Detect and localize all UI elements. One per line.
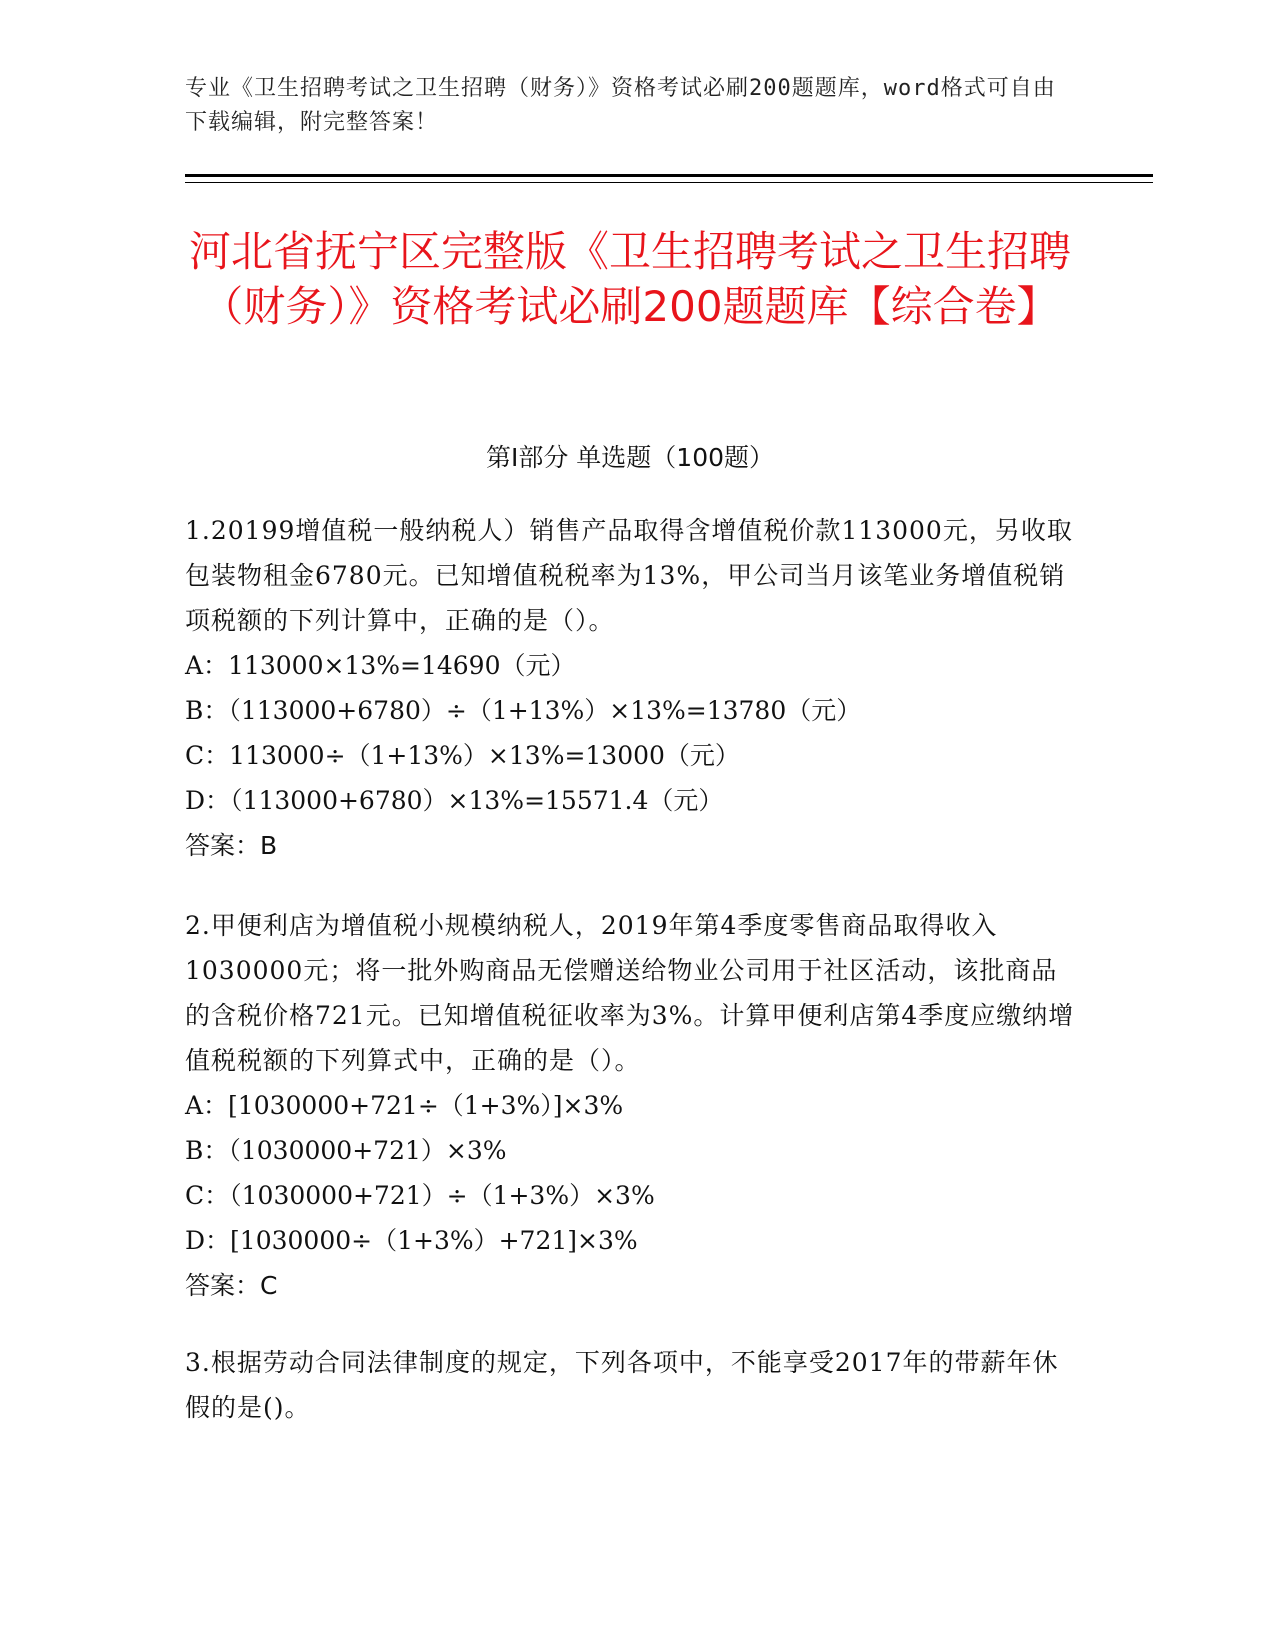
question-stem: 3.根据劳动合同法律制度的规定，下列各项中，不能享受2017年的带薪年休假的是()。: [185, 1348, 1059, 1422]
option-d: D：[1030000÷（1+3%）+721]×3%: [185, 1226, 638, 1255]
question-stem: 2.甲便利店为增值税小规模纳税人，2019年第4季度零售商品取得收入1030000元；将一批外购商品无偿赠送给物业公司用于社区活动，该批商品的含税价格721元。已知增值税征收率为3%。计算甲便利店第4季度应缴纳增值税税额的下列算式中，正确的是（）。: [185, 911, 1075, 1075]
question-stem: 1.20199增值税一般纳税人）销售产品取得含增值税价款113000元，另收取包装物租金6780元。已知增值税税率为13%，甲公司当月该笔业务增值税销项税额的下列计算中，正确的是（）。: [185, 516, 1073, 635]
document-title: 河北省抚宁区完整版《卫生招聘考试之卫生招聘（财务）》资格考试必刷200题题库【综合卷】: [188, 227, 1071, 331]
header-divider-thin: [185, 182, 1153, 183]
header-divider-thick: [185, 174, 1153, 177]
option-a: A：[1030000+721÷（1+3%）]×3%: [185, 1091, 624, 1120]
option-c: C：（1030000+721）÷（1+3%）×3%: [185, 1181, 655, 1210]
option-d: D：（113000+6780）×13%=15571.4（元）: [185, 786, 724, 815]
option-c: C：113000÷（1+13%）×13%=13000（元）: [185, 741, 740, 770]
option-b: B：（113000+6780）÷（1+13%）×13%=13780（元）: [185, 696, 862, 725]
section-title: 第Ⅰ部分 单选题（100题）: [485, 443, 775, 472]
option-a: A：113000×13%=14690（元）: [185, 651, 576, 680]
answer: 答案：C: [185, 1271, 278, 1300]
question-2: [185, 903, 1075, 1308]
option-b: B：（1030000+721）×3%: [185, 1136, 507, 1165]
header-note: 专业《卫生招聘考试之卫生招聘（财务）》资格考试必刷200题题库，word格式可自由下载编辑，附完整答案！: [185, 76, 1056, 135]
question-3: [185, 1340, 1075, 1430]
question-1: [185, 508, 1075, 868]
answer: 答案：B: [185, 831, 278, 860]
